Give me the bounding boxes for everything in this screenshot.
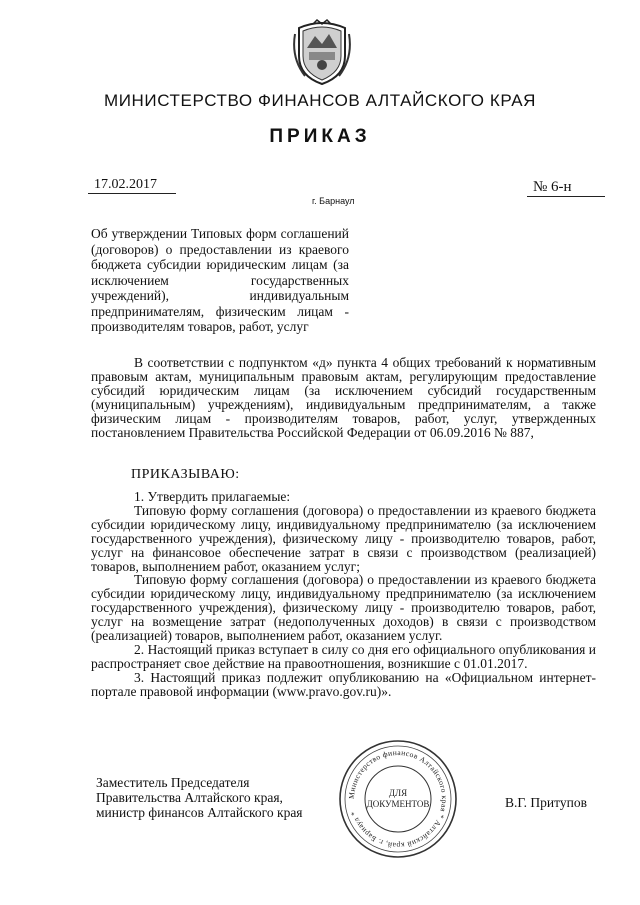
signatory-position-line: Заместитель Председателя <box>96 775 250 790</box>
order-subject: Об утверждении Типовых форм соглашений (договоров) о предоставлении из краевого бюджета субсидии юридическим лицам (за исключением государственных учреждений), индивидуальным предпринимателям, физическим лицам - производителям товаров, работ, услуг <box>91 226 349 334</box>
preamble-paragraph <box>91 356 596 439</box>
list-item: Типовую форму соглашения (договора) о предоставлении из краевого бюджета субсидии юридическому лицу, индивидуальному предпринимателю (за исключением государственного учреждения), физическому лицу - производителю товаров, работ, услуг на возмещение затрат (недополученных доходов) в связи с производством (реализацией) товаров, выполнением работ, оказанием услуг. <box>91 572 596 644</box>
signatory-position-line: Правительства Алтайского края, <box>96 790 283 805</box>
stamp-center-line: ДОКУМЕНТОВ <box>366 799 430 809</box>
city-label: г. Барнаул <box>312 196 355 206</box>
preamble-text: В соответствии с подпунктом «д» пункта 4 общих требований к нормативным правовым актам, муниципальным правовым актам, регулирующим предоставление субсидий юридическим лицам (за исключением субсидий государственным (муниципальным) учреждениям), индивидуальным предпринимателям, а также физическим лицам - производителям товаров, работ, услуг, утвержденных постановлением Правительства Российской Федерации от 06.09.2016 № 887, <box>91 355 596 440</box>
order-number: № 6-н <box>527 178 605 197</box>
order-date: 17.02.2017 <box>88 176 176 194</box>
signatory-position-line: министр финансов Алтайского края <box>96 805 303 820</box>
coat-of-arms-emblem <box>291 18 353 86</box>
signatory-position <box>96 775 303 820</box>
document-type-title: ПРИКАЗ <box>269 126 371 147</box>
official-stamp <box>337 738 459 860</box>
decree-word: ПРИКАЗЫВАЮ: <box>131 467 240 482</box>
ministry-name: МИНИСТЕРСТВО ФИНАНСОВ АЛТАЙСКОГО КРАЯ <box>103 91 537 110</box>
list-item: 3. Настоящий приказ подлежит опубликованию на «Официальном интернет-портале правовой информации (www.pravo.gov.ru)». <box>91 669 596 699</box>
stamp-ring-text: Министерство финансов Алтайского края * Алтайский край, г. Барнаул * <box>346 747 450 851</box>
order-items <box>91 490 596 699</box>
stamp-center-line: ДЛЯ <box>388 788 408 798</box>
list-item: 1. Утвердить прилагаемые: <box>134 489 291 504</box>
signatory-name: В.Г. Притупов <box>505 795 587 810</box>
list-item: Типовую форму соглашения (договора) о предоставлении из краевого бюджета субсидии юридическому лицу, индивидуальному предпринимателю (за исключением государственного учреждения), физическому лицу - производителю товаров, работ, услуг на финансовое обеспечение затрат в связи с производством (реализацией) товаров, выполнением работ, оказанием услуг; <box>91 502 596 574</box>
list-item: 2. Настоящий приказ вступает в силу со дня его официального опубликования и распространяет свое действие на правоотношения, возникшие с 01.01.2017. <box>91 641 596 671</box>
